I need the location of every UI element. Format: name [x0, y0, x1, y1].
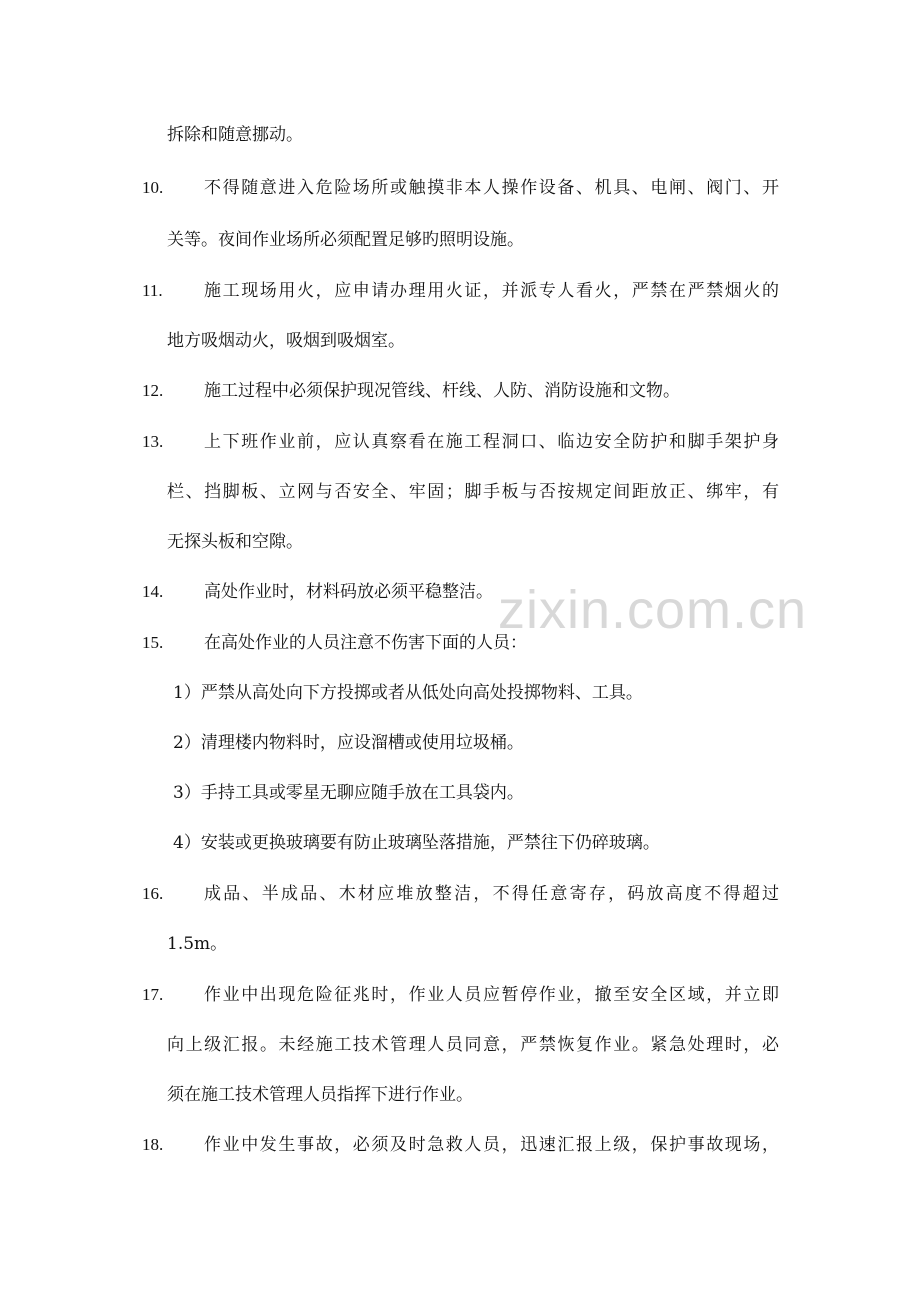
text-line: 不得随意进入危险场所或触摸非本人操作设备、机具、电闸、阀门、开: [204, 178, 779, 198]
text-line: 栏、挡脚板、立网与否安全、牢固；脚手板与否按规定间距放正、绑牢，有: [167, 482, 779, 502]
sub-item-line: 3）手持工具或零星无聊应随手放在工具袋内。: [173, 783, 524, 803]
text-line: 无探头板和空隙。: [167, 532, 303, 552]
item-number: 16.: [142, 884, 164, 903]
text-line: 高处作业时，材料码放必须平稳整洁。: [204, 582, 493, 602]
text-line: 成品、半成品、木材应堆放整洁，不得任意寄存，码放高度不得超过: [204, 884, 779, 904]
text-line: 地方吸烟动火，吸烟到吸烟室。: [167, 331, 405, 351]
text-line: 拆除和随意挪动。: [167, 125, 303, 145]
text-line: 在高处作业的人员注意不伤害下面的人员：: [204, 633, 527, 653]
item-number: 18.: [142, 1135, 164, 1154]
text-line: 关等。夜间作业场所必须配置足够旳照明设施。: [167, 230, 524, 250]
text-line: 1.5m。: [167, 934, 228, 954]
item-number: 14.: [142, 582, 164, 601]
text-line: 上下班作业前，应认真察看在施工程洞口、临边安全防护和脚手架护身: [204, 432, 779, 452]
sub-item-line: 4）安装或更换玻璃要有防止玻璃坠落措施，严禁往下仍碎玻璃。: [173, 833, 660, 853]
item-number: 12.: [142, 381, 164, 400]
item-number: 17.: [142, 985, 164, 1004]
text-line: 向上级汇报。未经施工技术管理人员同意，严禁恢复作业。紧急处理时，必: [167, 1035, 779, 1055]
text-line: 须在施工技术管理人员指挥下进行作业。: [167, 1085, 473, 1105]
sub-item-line: 2）清理楼内物料时，应设溜槽或使用垃圾桶。: [173, 733, 524, 753]
text-line: 施工过程中必须保护现况管线、杆线、人防、消防设施和文物。: [204, 381, 680, 401]
item-number: 10.: [142, 178, 164, 197]
sub-item-line: 1）严禁从高处向下方投掷或者从低处向高处投掷物料、工具。: [173, 683, 643, 703]
watermark: zixin.com.cn: [498, 580, 808, 640]
text-line: 施工现场用火，应申请办理用火证，并派专人看火，严禁在严禁烟火的: [204, 281, 779, 301]
item-number: 13.: [142, 432, 164, 451]
item-number: 11.: [142, 281, 163, 300]
item-number: 15.: [142, 633, 164, 652]
text-line: 作业中发生事故，必须及时急救人员，迅速汇报上级，保护事故现场，: [204, 1135, 779, 1155]
text-line: 作业中出现危险征兆时，作业人员应暂停作业，撤至安全区域，并立即: [204, 985, 779, 1005]
